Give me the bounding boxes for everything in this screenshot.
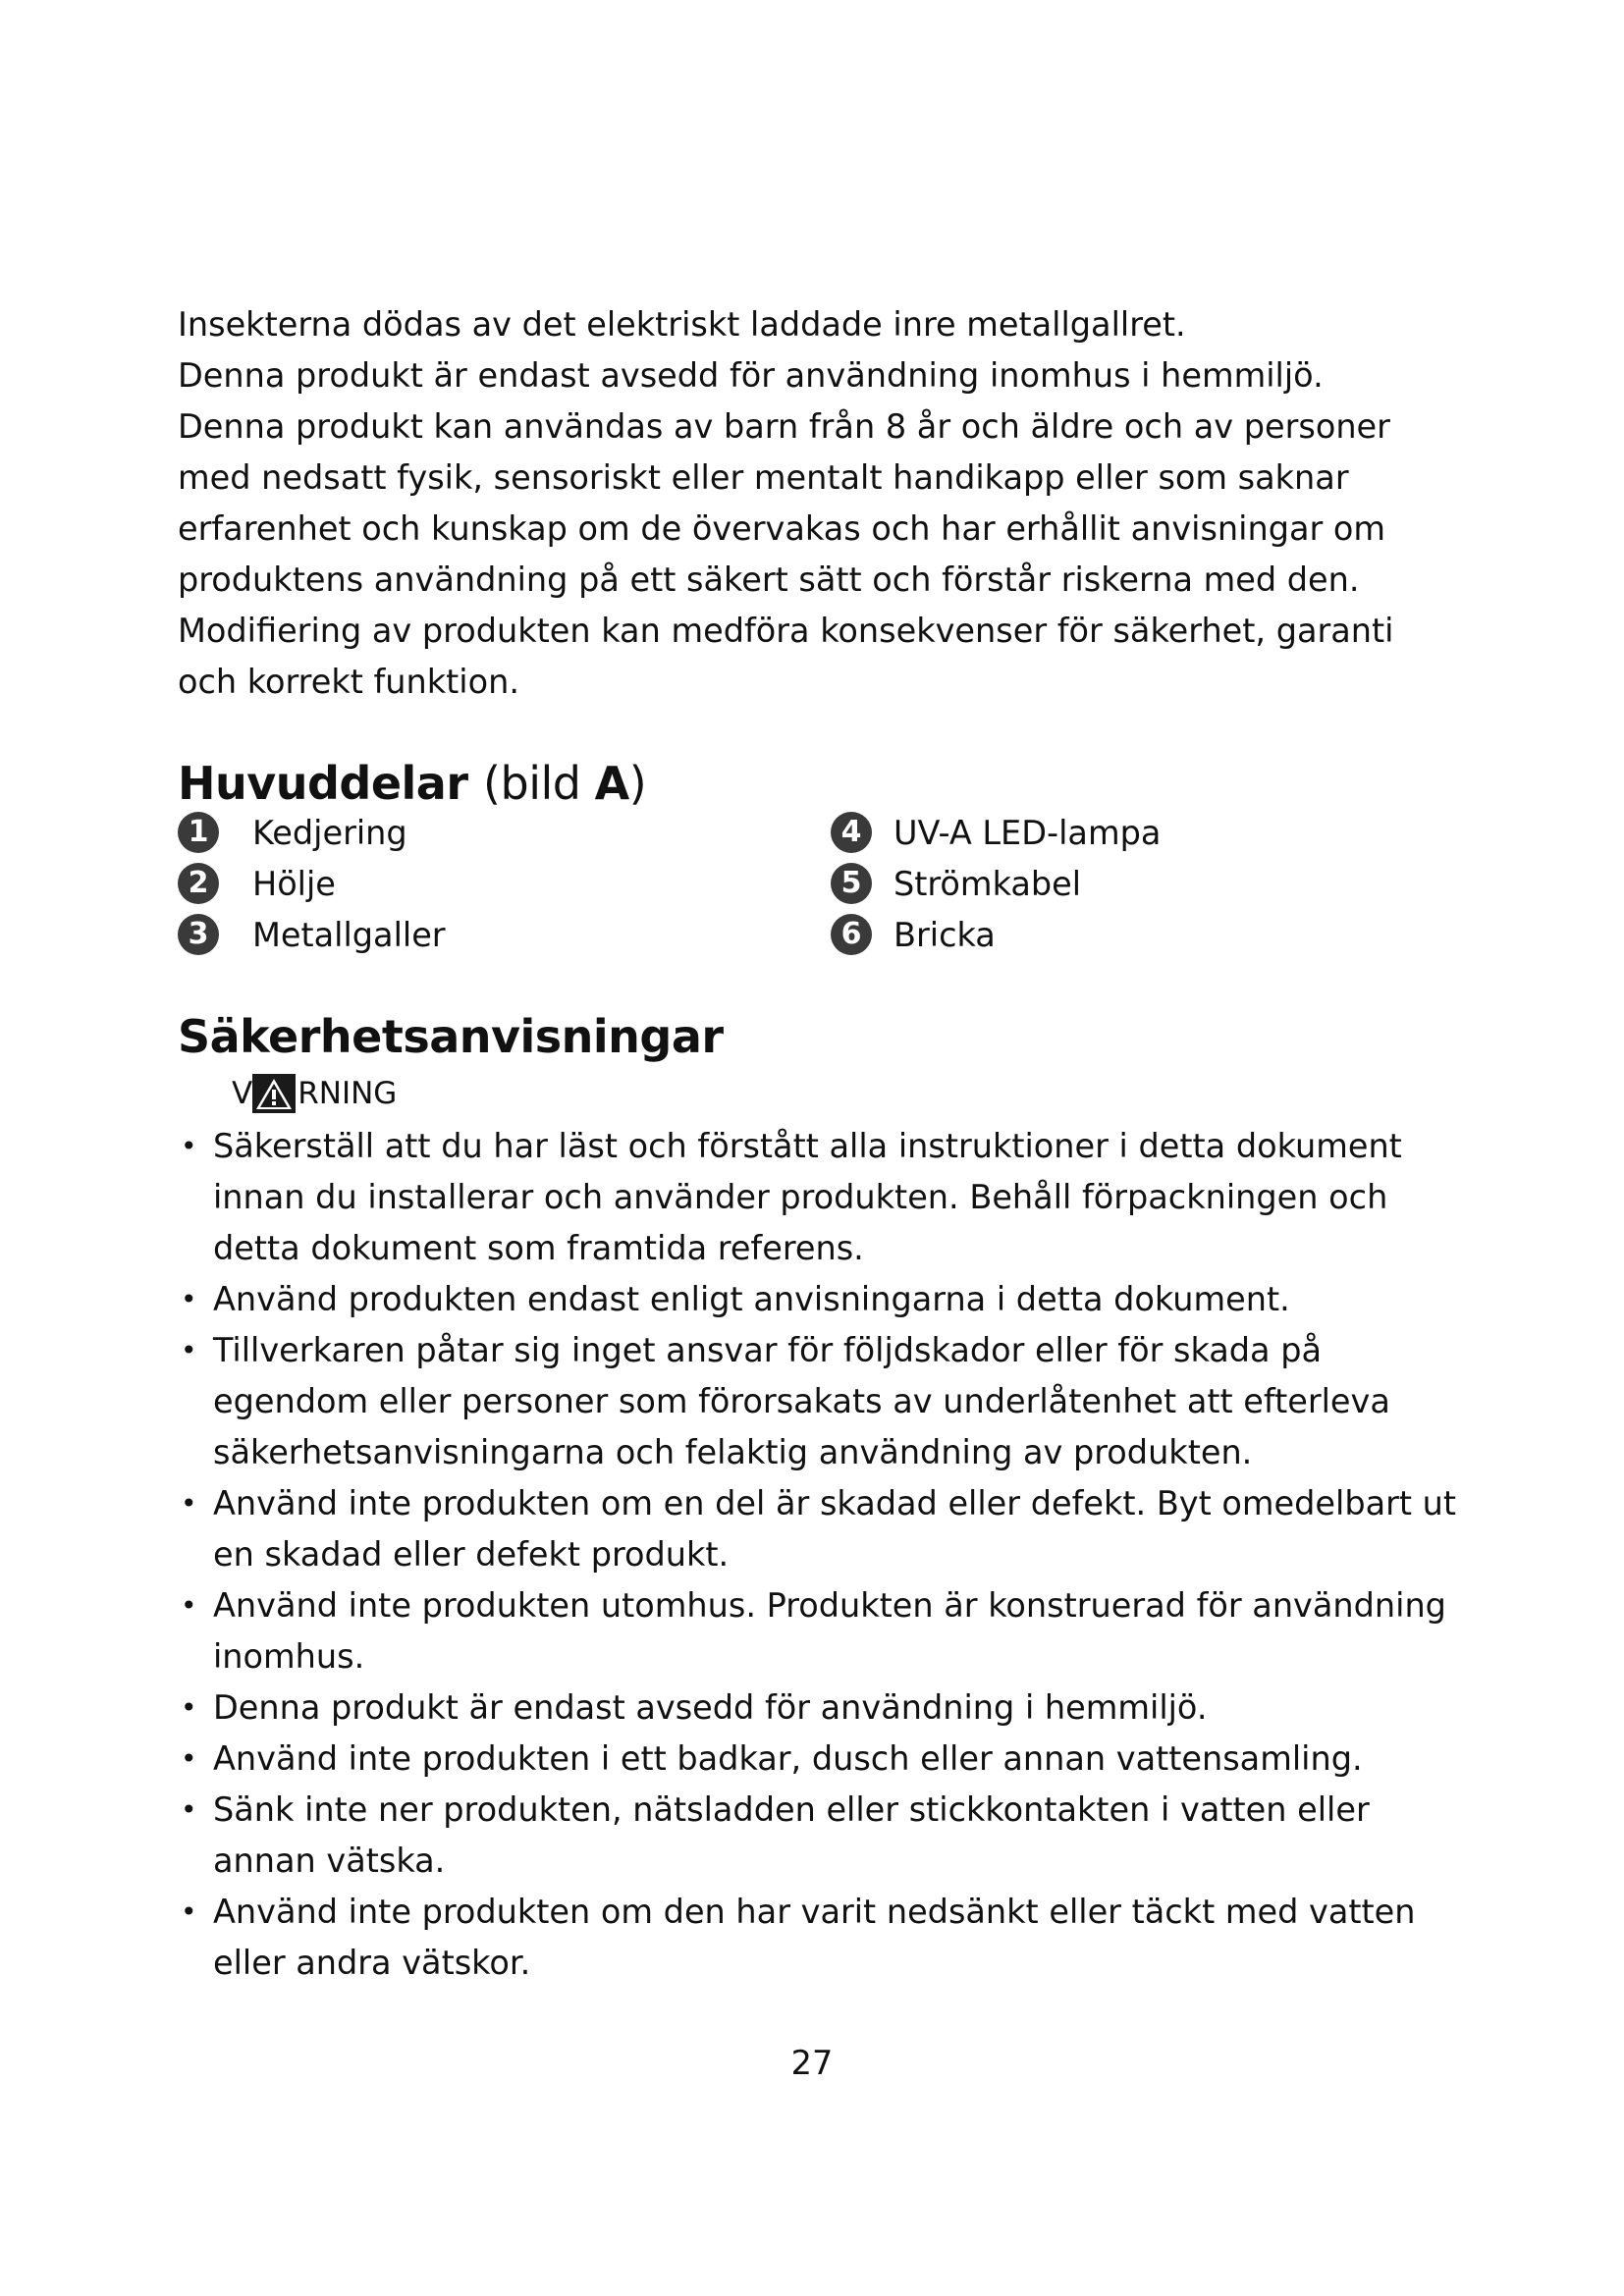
safety-bullet: • Använd inte produkten om en del är skadad eller defekt. Byt omedelbart ut en skadad eller defekt produkt. <box>178 1478 1464 1580</box>
parts-heading-ref-open: (bild <box>483 757 595 810</box>
intro-text <box>178 299 1454 708</box>
warning-prefix: V <box>232 1076 253 1111</box>
parts-list-left <box>178 807 446 960</box>
part-item <box>831 807 1161 858</box>
safety-heading: Säkerhetsanvisningar <box>178 1010 724 1063</box>
part-label: Metallgaller <box>252 915 446 954</box>
safety-bullet: • Sänk inte ner produkten, nätsladden eller stickkontakten i vatten eller annan vätska. <box>178 1785 1464 1887</box>
safety-bullet-list <box>178 1121 1464 1989</box>
part-label: Strömkabel <box>893 864 1082 903</box>
safety-bullet: • Tillverkaren påtar sig inget ansvar för följdskador eller för skada på egendom eller personer som förorsakats av underlåtenhet att efterleva säkerhetsanvisningarna och felaktig användning av produkten. <box>178 1325 1464 1478</box>
intro-line: Insekterna dödas av det elektriskt laddade inre metallgallret. <box>178 305 1186 344</box>
part-number-badge: 6 <box>831 914 872 955</box>
page-number: 27 <box>790 2044 834 2082</box>
safety-bullet: • Använd produkten endast enligt anvisningarna i detta dokument. <box>178 1274 1464 1325</box>
intro-line: Modifiering av produkten kan medföra konsekvenser för säkerhet, garanti och korrekt funktion. <box>178 612 1394 701</box>
safety-bullet: • Denna produkt är endast avsedd för användning i hemmiljö. <box>178 1682 1464 1734</box>
warning-triangle-icon <box>252 1074 296 1113</box>
part-number-badge: 1 <box>178 812 219 853</box>
safety-bullet: • Använd inte produkten om den har varit nedsänkt eller täckt med vatten eller andra vätskor. <box>178 1887 1464 1989</box>
part-item <box>178 909 446 960</box>
part-label: Hölje <box>252 864 336 903</box>
parts-list-right <box>831 807 1161 960</box>
part-item <box>831 909 1161 960</box>
part-number-badge: 3 <box>178 914 219 955</box>
parts-heading <box>178 754 646 813</box>
intro-line: Denna produkt är endast avsedd för användning inomhus i hemmiljö. <box>178 356 1324 395</box>
parts-heading-ref: A <box>594 757 629 810</box>
part-label: UV-A LED-lampa <box>893 813 1162 852</box>
safety-bullet: • Använd inte produkten i ett badkar, dusch eller annan vattensamling. <box>178 1734 1464 1785</box>
parts-heading-ref-close: ) <box>628 757 647 810</box>
safety-bullet: • Använd inte produkten utomhus. Produkten är konstruerad för användning inomhus. <box>178 1580 1464 1682</box>
part-item <box>831 858 1161 909</box>
intro-line: Denna produkt kan användas av barn från 8 år och äldre och av personer med nedsatt fysik, sensoriskt eller mentalt handikapp eller som saknar erfarenhet och kunskap om de övervakas och har erhållit anvisningar om produktens användning på ett säkert sätt och förstår riskerna med den. <box>178 407 1390 599</box>
part-number-badge: 5 <box>831 863 872 904</box>
part-label: Bricka <box>893 915 996 954</box>
part-number-badge: 4 <box>831 812 872 853</box>
warning-suffix: RNING <box>298 1076 398 1111</box>
part-label: Kedjering <box>252 813 407 852</box>
part-item <box>178 858 446 909</box>
parts-heading-title: Huvuddelar <box>178 757 468 810</box>
part-item <box>178 807 446 858</box>
part-number-badge: 2 <box>178 863 219 904</box>
safety-bullet: • Säkerställ att du har läst och förstått alla instruktioner i detta dokument innan du installerar och använder produkten. Behåll förpackningen och detta dokument som framtida referens. <box>178 1121 1464 1274</box>
warning-label <box>232 1072 397 1115</box>
